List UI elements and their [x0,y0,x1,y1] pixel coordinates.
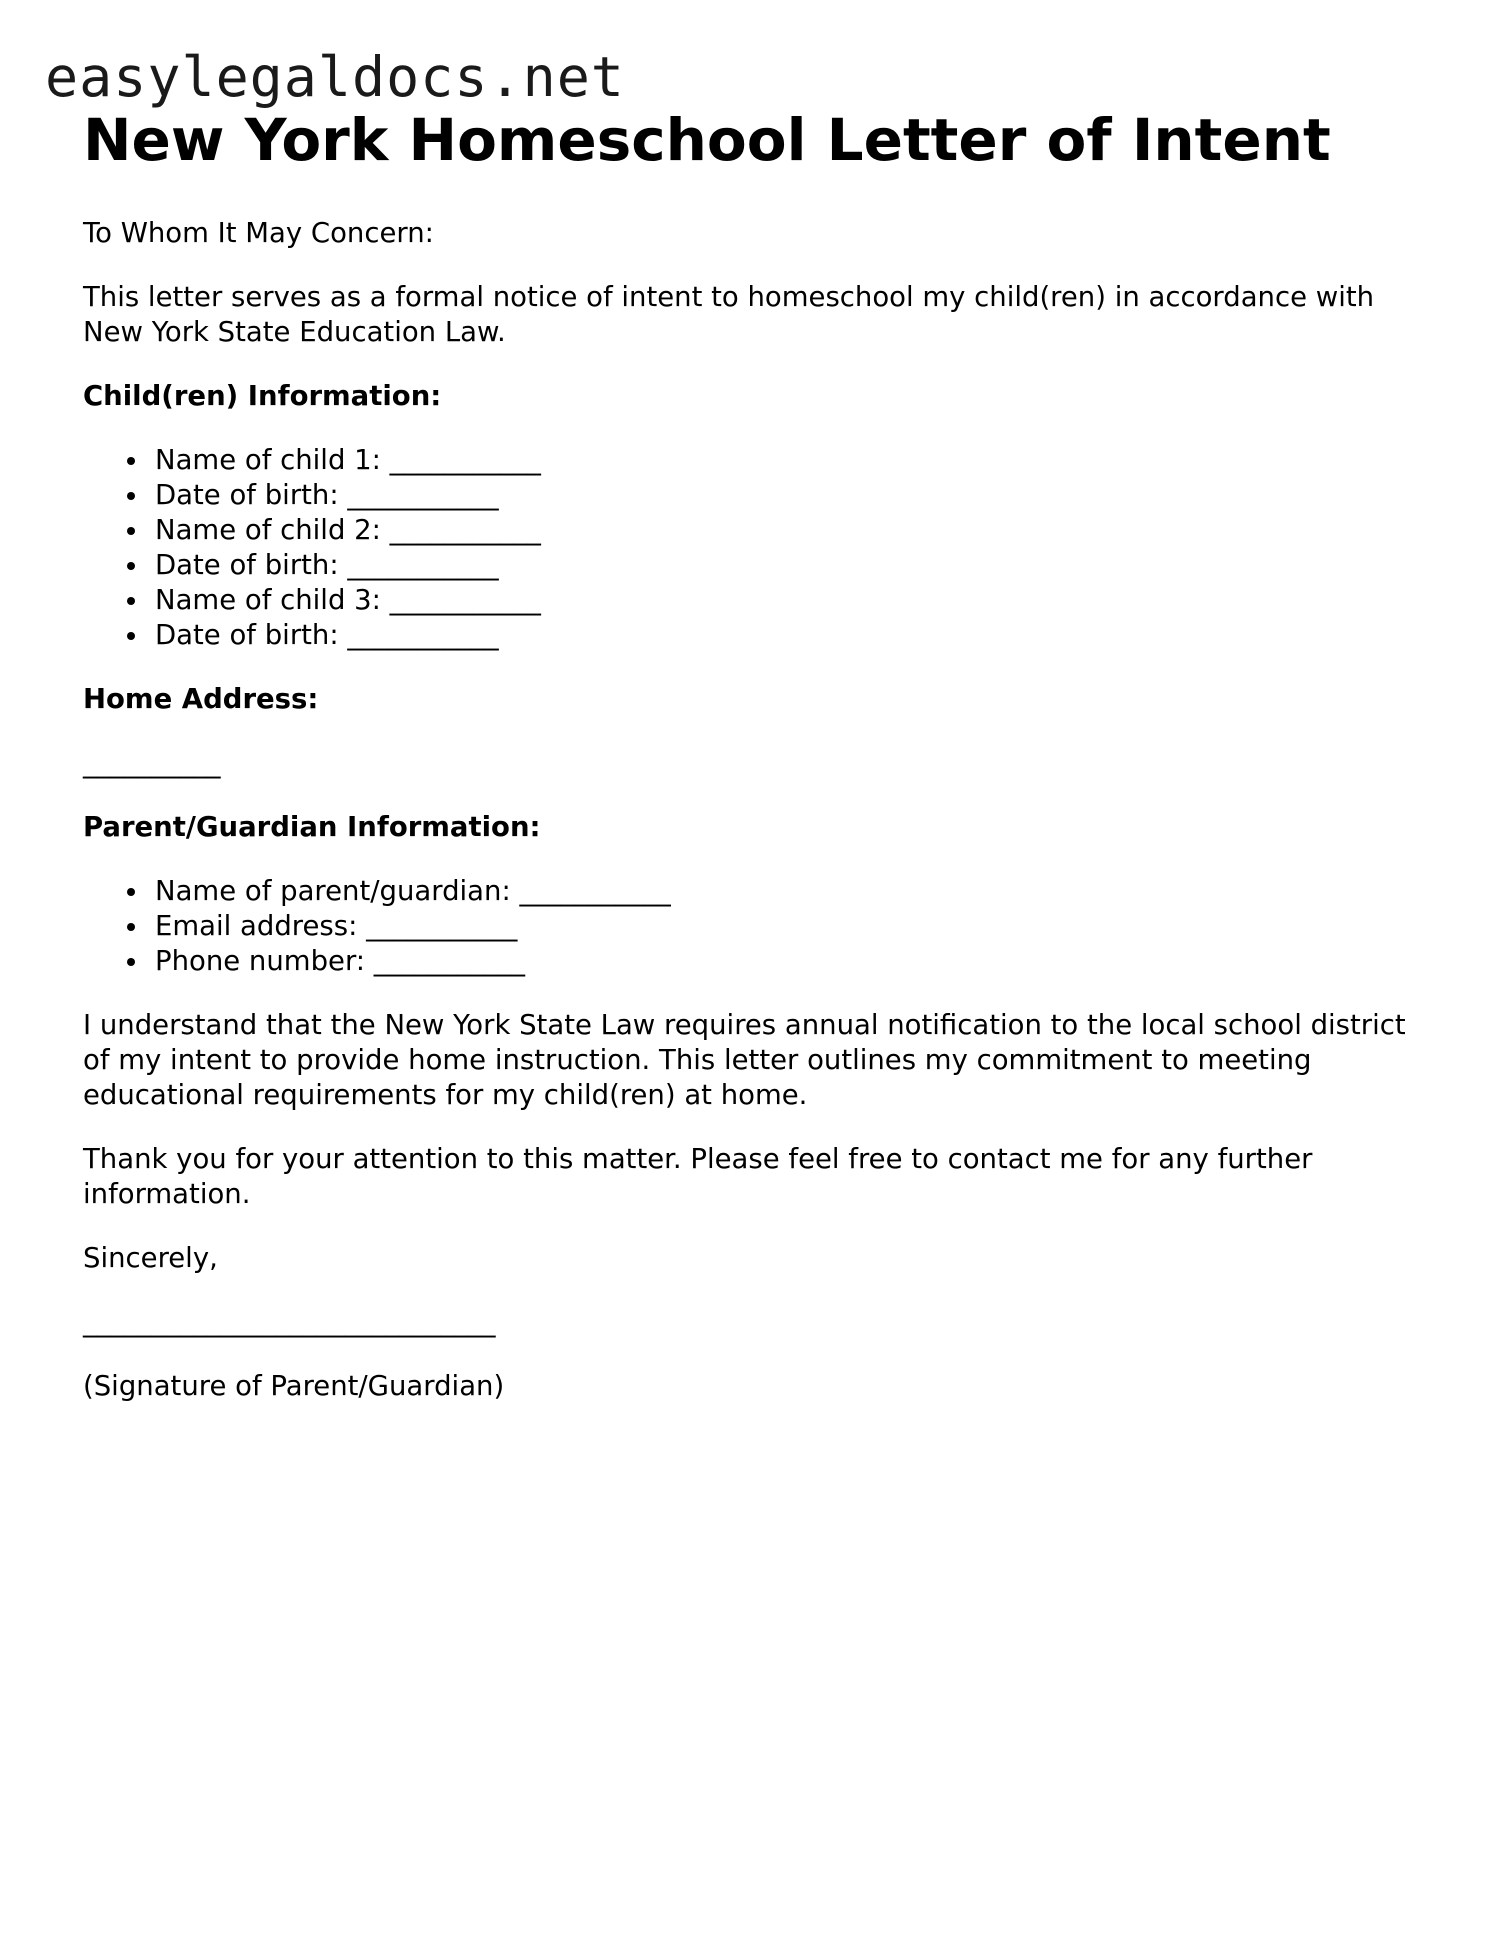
home-address-blank: __________ [83,747,221,779]
page-title: New York Homeschool Letter of Intent [83,106,1331,174]
bullet-icon [127,527,135,535]
parent-heading: Parent/Guardian Information: [83,811,541,843]
bullet-icon [127,457,135,465]
bullet-icon [127,562,135,570]
bullet-icon [127,958,135,966]
list-item: Name of parent/guardian: ___________ [155,874,1423,909]
site-watermark: easylegaldocs.net [45,45,625,109]
bullet-icon [127,492,135,500]
bullet-icon [127,888,135,896]
bullet-icon [127,923,135,931]
parent-list [83,874,1423,979]
list-item: Email address: ___________ [155,909,1423,944]
list-item: Date of birth: ___________ [155,478,1423,513]
list-item: Name of child 3: ___________ [155,583,1423,618]
closing: Sincerely, [83,1242,218,1274]
salutation: To Whom It May Concern: [83,217,434,249]
list-item: Date of birth: ___________ [155,618,1423,653]
signature-caption: (Signature of Parent/Guardian) [83,1370,505,1402]
bullet-icon [127,632,135,640]
understanding-paragraph: I understand that the New York State Law requires annual notification to the local school district of my intent to provide home instruction. This letter outlines my commitment to meeting educational requirements for my child(ren) at home. [83,1009,1406,1111]
home-address-heading: Home Address: [83,683,319,715]
children-list [83,443,1423,653]
list-item: Name of child 2: ___________ [155,513,1423,548]
list-item: Phone number: ___________ [155,944,1423,979]
letter-document [83,100,1423,1404]
bullet-icon [127,597,135,605]
children-heading: Child(ren) Information: [83,380,442,412]
list-item: Name of child 1: ___________ [155,443,1423,478]
signature-line: ______________________________ [83,1306,496,1338]
list-item: Date of birth: ___________ [155,548,1423,583]
intro-paragraph: This letter serves as a formal notice of intent to homeschool my child(ren) in accordance with New York State Education Law. [83,281,1375,348]
thanks-paragraph: Thank you for your attention to this matter. Please feel free to contact me for any further information. [83,1143,1313,1210]
